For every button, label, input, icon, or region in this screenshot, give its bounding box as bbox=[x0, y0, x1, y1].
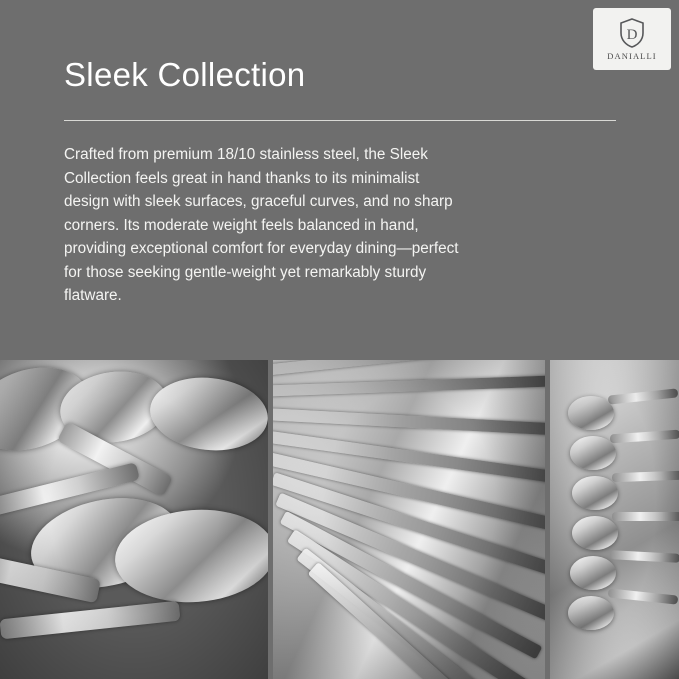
fanned-flatware-photo bbox=[273, 360, 545, 679]
photo-gallery bbox=[0, 360, 679, 679]
spoon-row-photo bbox=[550, 360, 679, 679]
brand-name: DANIALLI bbox=[607, 50, 657, 61]
brand-logo bbox=[593, 8, 671, 70]
shield-logo-icon bbox=[619, 18, 645, 48]
spoons-closeup-photo bbox=[0, 360, 268, 679]
description-paragraph: Crafted from premium 18/10 stainless steel, the Sleek Collection feels great in hand thanks to its minimalist design with sleek surfaces, graceful curves, and no sharp corners. Its moderate weight feels balanced in hand, providing exceptional comfort for everyday dining—perfect for those seeking gentle-weight yet remarkably sturdy flatware. bbox=[64, 146, 459, 304]
divider bbox=[64, 120, 616, 121]
text-content bbox=[0, 0, 679, 308]
page-title: Sleek Collection bbox=[64, 56, 306, 93]
svg-text:D: D bbox=[626, 26, 638, 43]
description-text bbox=[64, 143, 464, 308]
